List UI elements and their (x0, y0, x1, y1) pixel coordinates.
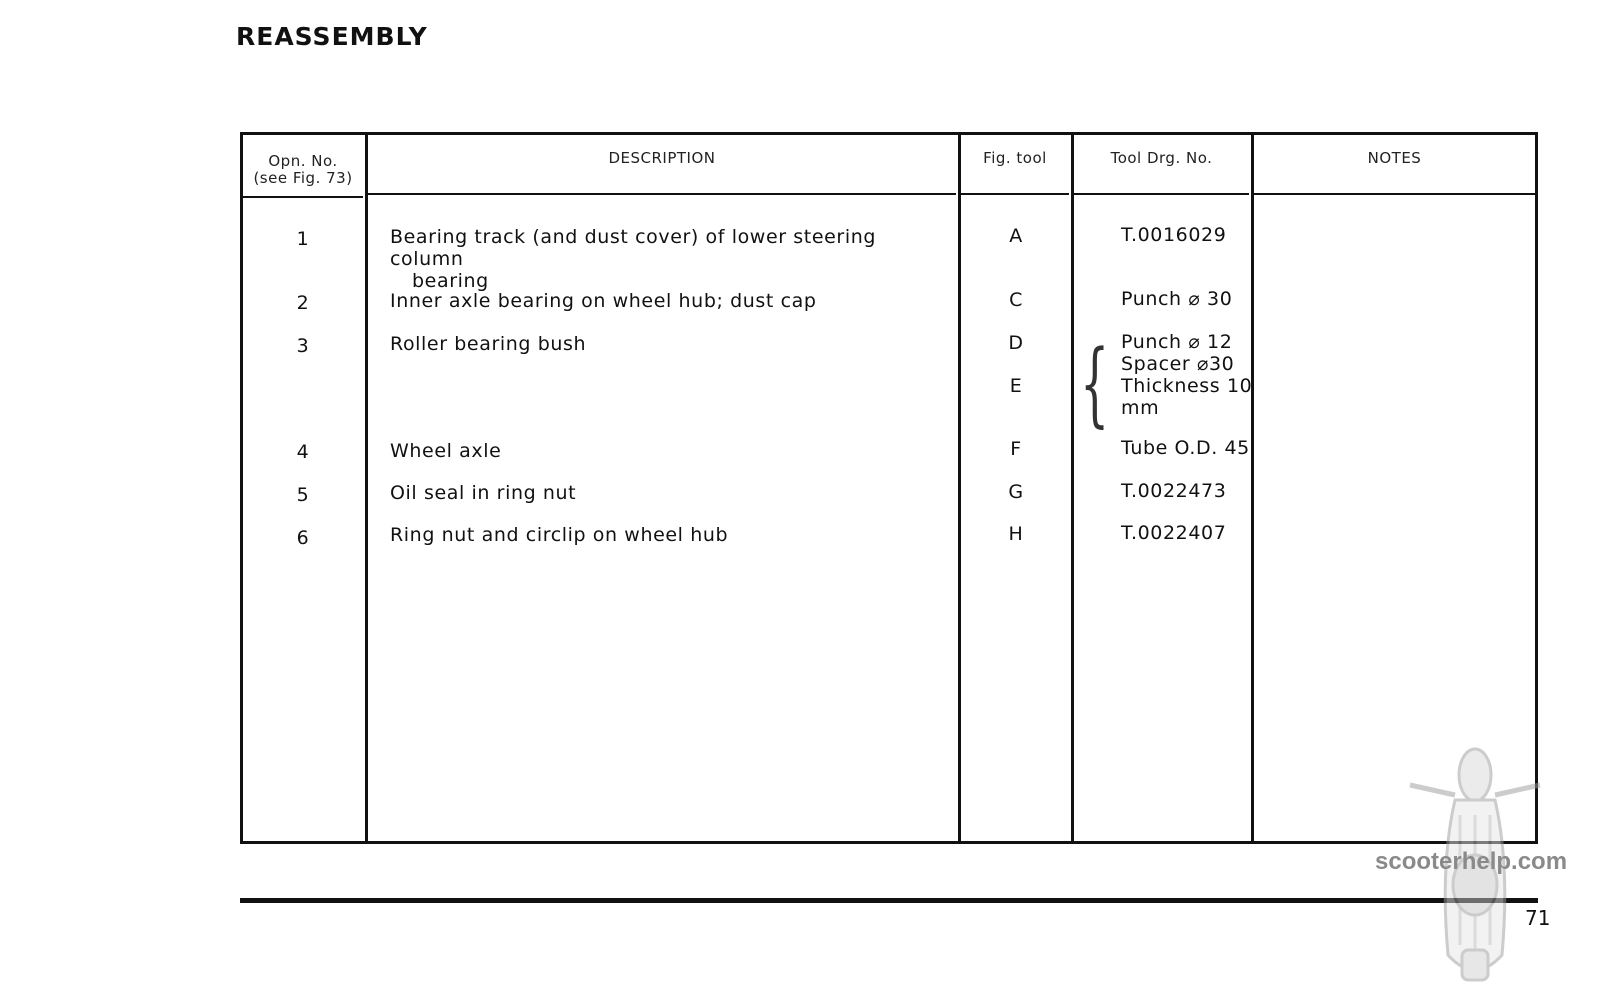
header-description: DESCRIPTION (608, 149, 716, 167)
row-6-fig: H (1008, 523, 1024, 545)
row-1-description-line1: Bearing track (and dust cover) of lower steering column (390, 226, 877, 270)
row-3-description: Roller bearing bush (390, 333, 587, 355)
header-rule (961, 193, 1069, 195)
header-rule (1254, 193, 1535, 195)
row-1-description-line2: bearing (412, 270, 489, 292)
header-fig-tool: Fig. tool (983, 149, 1047, 167)
row-5-tool: T.0022473 (1121, 480, 1227, 502)
page-number: 71 (1525, 906, 1551, 930)
row-2-opn: 2 (296, 292, 310, 314)
row-1-description (390, 226, 950, 292)
footer-rule (240, 898, 1538, 903)
row-4-opn: 4 (296, 441, 310, 463)
row-5-description: Oil seal in ring nut (390, 482, 577, 504)
row-6-tool: T.0022407 (1121, 522, 1227, 544)
row-1-fig: A (1009, 225, 1023, 247)
row-4-tool: Tube O.D. 45 (1121, 437, 1250, 459)
header-opn-no (243, 153, 363, 187)
row-3-tool-line3: Thickness 10 (1121, 375, 1253, 397)
row-4-description: Wheel axle (390, 440, 502, 462)
row-3-fig-d: D (1008, 332, 1024, 354)
row-2-description: Inner axle bearing on wheel hub; dust cap (390, 290, 817, 312)
row-2-tool: Punch ⌀ 30 (1121, 288, 1233, 310)
row-3-tool-line2: Spacer ⌀30 (1121, 353, 1235, 375)
row-1-tool: T.0016029 (1121, 224, 1227, 246)
header-opn-line2: (see Fig. 73) (253, 169, 353, 187)
page-title: REASSEMBLY (236, 22, 428, 51)
brace-icon: { (1080, 330, 1110, 437)
row-5-fig: G (1008, 481, 1024, 503)
row-3-tool (1121, 331, 1301, 419)
row-1-opn: 1 (296, 228, 310, 250)
row-3-fig-e: E (1009, 375, 1023, 397)
column-divider (1071, 132, 1074, 844)
row-6-opn: 6 (296, 527, 310, 549)
header-rule (1074, 193, 1249, 195)
watermark-text: scooterhelp.com (1375, 848, 1568, 875)
row-4-fig: F (1010, 438, 1022, 460)
row-3-opn: 3 (296, 335, 310, 357)
header-rule (368, 193, 956, 195)
header-notes: NOTES (1367, 149, 1422, 167)
row-3-tool-line1: Punch ⌀ 12 (1121, 331, 1233, 353)
row-5-opn: 5 (296, 484, 310, 506)
row-3-tool-line4: mm (1121, 397, 1160, 419)
header-opn-line1: Opn. No. (268, 152, 338, 170)
column-divider (365, 132, 368, 844)
header-rule (243, 196, 363, 198)
row-6-description: Ring nut and circlip on wheel hub (390, 524, 729, 546)
row-2-fig: C (1009, 289, 1023, 311)
header-tool-drg-no: Tool Drg. No. (1110, 149, 1213, 167)
